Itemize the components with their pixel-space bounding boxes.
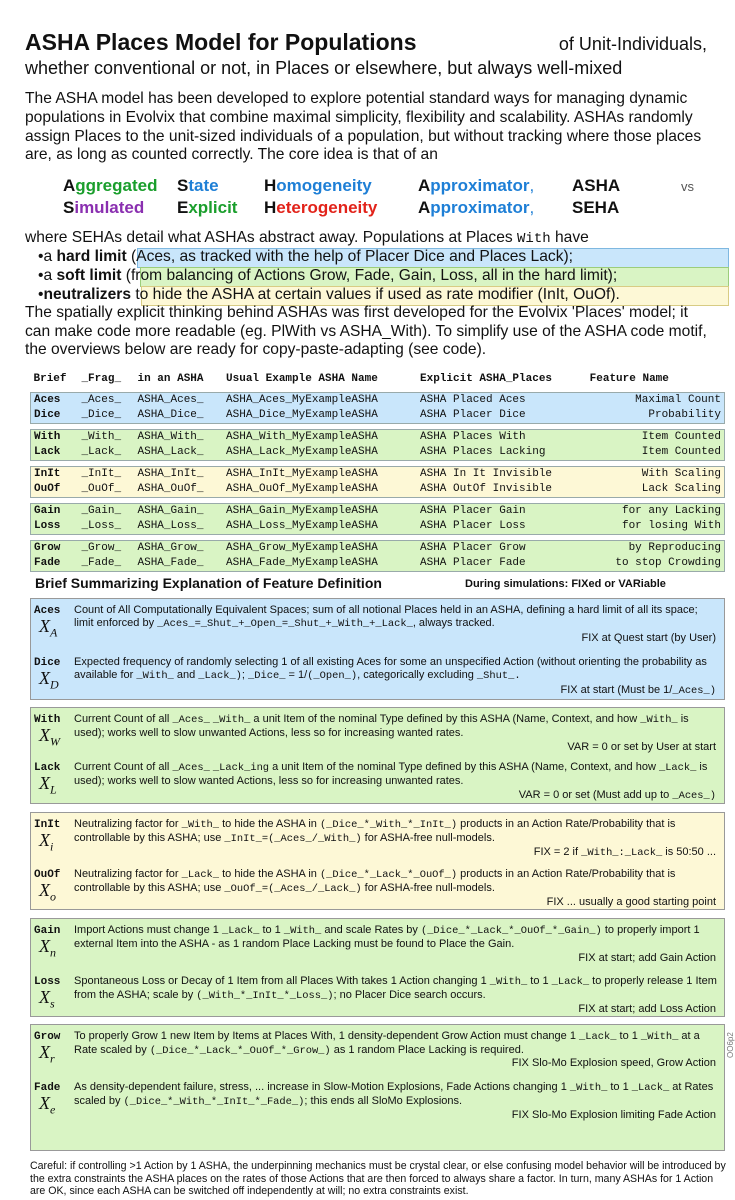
- overview-cell: _With_: [78, 430, 134, 446]
- overview-cell: ASHA Places With: [417, 430, 587, 446]
- overview-cell: Item Counted: [587, 445, 725, 461]
- overview-cell: Gain: [31, 504, 79, 520]
- overview-cell: _Grow_: [78, 541, 134, 557]
- entry-code: Loss: [34, 976, 61, 988]
- overview-cell: _OuOf_: [78, 482, 134, 498]
- entry-text: Current Count of all _Aces_ _Lack_ing a unit Item of the nominal Type defined by this ASHA (Name, Context, and how _Lack_ is used); works well to slow wanted Actions, less so for increasing unwanted rates.: [74, 761, 708, 788]
- entry-variable: $X_e$: [39, 1093, 56, 1117]
- acr-word: Explicit: [177, 198, 238, 217]
- careful-note: Careful: if controlling >1 Action by 1 ASHA, the underpinning mechanics must be crystal clear, or else confusing model behavior will be introduced by the extra constraints the ASHA places on the rates of those Actions that are then forced to always share a factor. In turn, many ASHAs for 1 Action are OK, since each ASHA can be switched off independently at will; no extra constraints exist.: [30, 1160, 726, 1197]
- overview-cell: Loss: [31, 519, 79, 535]
- entry-variable: $X_n$: [39, 936, 56, 960]
- overview-cell: OuOf: [31, 482, 79, 498]
- section-title: Brief Summarizing Explanation of Feature Definition: [35, 575, 382, 591]
- overview-cell: to stop Crowding: [587, 556, 725, 572]
- overview-cell: ASHA_InIt_: [135, 467, 224, 483]
- acr-word: Simulated: [63, 198, 145, 217]
- overview-cell: for losing With: [587, 519, 725, 535]
- entry-footnote: VAR = 0 or set (Must add up to _Aces_): [518, 789, 716, 802]
- definition-box: [30, 918, 725, 1017]
- bullet-neutralizers: •neutralizers to hide the ASHA at certain values if used as rate modifier (InIt, OuOf).: [38, 286, 620, 303]
- overview-cell: ASHA Placer Dice: [417, 408, 587, 424]
- overview-cell: by Reproducing: [587, 541, 725, 557]
- overview-cell: InIt: [31, 467, 79, 483]
- entry-text: As density-dependent failure, stress, ... increase in Slow-Motion Explosions, Fade Actions changing 1 _With_ to 1 _Lack_ at Rates scaled by (_Dice_*_With_*_InIt_*_Fade_); this ends all SloMo Explosions.: [74, 1081, 714, 1109]
- overview-cell: _Lack_: [78, 445, 134, 461]
- overview-cell: _Dice_: [78, 408, 134, 424]
- where-paragraph: where SEHAs detail what ASHAs abstract away. Populations at Places With have: [25, 229, 589, 247]
- entry-text: Neutralizing factor for _Lack_ to hide the ASHA in (_Dice_*_Lack_*_OuOf_) products in an Action Rate/Probability that is controllable by this ASHA; use _OuOf_=(_Aces_/_Lack_) for ASHA-free null-models.: [74, 868, 676, 896]
- acr-abbr-asha: ASHA: [572, 176, 621, 195]
- overview-row: [31, 504, 725, 520]
- entry-code: With: [34, 714, 61, 726]
- col-explicit: Explicit ASHA_Places: [420, 373, 553, 385]
- overview-cell: ASHA_With_: [135, 430, 224, 446]
- overview-cell: ASHA_Dice_: [135, 408, 224, 424]
- overview-cell: _Aces_: [78, 393, 134, 409]
- acr-word: Approximator,: [418, 198, 535, 217]
- overview-cell: Probability: [587, 408, 725, 424]
- entry-footnote: FIX at start; add Loss Action: [578, 1003, 716, 1015]
- overview-row: [31, 445, 725, 461]
- overview-cell: Item Counted: [587, 430, 725, 446]
- acr-word: Heterogeneity: [264, 198, 378, 217]
- overview-cell: ASHA Places Lacking: [417, 445, 587, 461]
- entry-code: Grow: [34, 1031, 61, 1043]
- overview-row: [31, 467, 725, 483]
- overview-cell: ASHA_Dice_MyExampleASHA: [223, 408, 417, 424]
- bullet-soft-limit: •a soft limit (from balancing of Actions Grow, Fade, Gain, Loss, all in the hard limit);: [38, 267, 618, 284]
- entry-code: OuOf: [34, 869, 61, 881]
- overview-cell: Fade: [31, 556, 79, 572]
- intro-paragraph: The ASHA model has been developed to explore potential standard ways for managing dynamic populations in Evolvix that combine maximal simplicity, flexibility and scalability. ASHAs randomly assign Places to the unit-sized individuals of a population, but without tracking where those places are, as long as counted correctly. The core idea is that of an: [25, 90, 702, 164]
- definition-box: [30, 598, 725, 700]
- entry-footnote: FIX = 2 if _With_:_Lack_ is 50:50 ...: [533, 846, 716, 859]
- entry-footnote: FIX Slo-Mo Explosion speed, Grow Action: [511, 1057, 716, 1069]
- page-subtitle: whether conventional or not, in Places or elsewhere, but always well-mixed: [25, 58, 623, 78]
- overview-cell: _Loss_: [78, 519, 134, 535]
- entry-code: Fade: [34, 1082, 61, 1094]
- overview-cell: _Fade_: [78, 556, 134, 572]
- entry-footnote: FIX at start; add Gain Action: [578, 952, 716, 964]
- overview-cell: ASHA_Lack_: [135, 445, 224, 461]
- overview-cell: With Scaling: [587, 467, 725, 483]
- col-example: Usual Example ASHA Name: [226, 373, 378, 385]
- overview-table: [30, 372, 725, 572]
- entry-variable: $X_W$: [39, 725, 60, 749]
- page-title: ASHA Places Model for Populations: [25, 29, 417, 55]
- overview-cell: ASHA_Aces_MyExampleASHA: [223, 393, 417, 409]
- entry-code: InIt: [34, 819, 61, 831]
- title-continuation: of Unit-Individuals,: [558, 34, 707, 54]
- col-feature: Feature Name: [589, 373, 669, 385]
- overview-cell: ASHA_Grow_MyExampleASHA: [223, 541, 417, 557]
- overview-cell: for any Lacking: [587, 504, 725, 520]
- col-in-asha: in an ASHA: [137, 373, 204, 385]
- overview-cell: ASHA In It Invisible: [417, 467, 587, 483]
- overview-row: [31, 482, 725, 498]
- entry-code: Dice: [34, 657, 61, 669]
- overview-cell: ASHA Placed Aces: [417, 393, 587, 409]
- entry-variable: $X_D$: [39, 668, 59, 692]
- entry-text: Import Actions must change 1 _Lack_ to 1 _With_ and scale Rates by (_Dice_*_Lack_*_OuOf_*_Gain_) to properly import 1 external Item into the ASHA - as 1 random Place Lacking must be found to Place the Gain.: [74, 924, 700, 951]
- entry-variable: $X_L$: [39, 773, 57, 797]
- entry-text: Neutralizing factor for _With_ to hide the ASHA in (_Dice_*_With_*_InIt_) products in an Action Rate/Probability that is controllable by this ASHA; use _InIt_=(_Aces_/_With_) for ASHA-free null-models.: [74, 818, 676, 846]
- overview-cell: ASHA_Gain_: [135, 504, 224, 520]
- overview-cell: Grow: [31, 541, 79, 557]
- acr-word: Approximator,: [418, 176, 535, 195]
- entry-code: Lack: [34, 762, 61, 774]
- overview-row: [31, 408, 725, 424]
- overview-cell: _Gain_: [78, 504, 134, 520]
- col-brief: Brief: [33, 373, 67, 385]
- overview-cell: ASHA_OuOf_MyExampleASHA: [223, 482, 417, 498]
- entry-text: To properly Grow 1 new Item by Items at Places With, 1 density-dependent Grow Action must change 1 _Lack_ to 1 _With_ at a Rate scaled by (_Dice_*_Lack_*_OuOf_*_Grow_) as 1 random Place Lacking is required.: [74, 1030, 700, 1058]
- overview-cell: Lack: [31, 445, 79, 461]
- after-paragraph: The spatially explicit thinking behind ASHAs was first developed for the Evolvix 'Places' model; it can make code more readable (eg. PlWith vs ASHA_With). To simplify use of the ASHA code motif, the overviews below are ready for copy-paste-adapting (see code).: [25, 304, 707, 359]
- overview-cell: ASHA_InIt_MyExampleASHA: [223, 467, 417, 483]
- overview-row: [31, 556, 725, 572]
- entry-text: Spontaneous Loss or Decay of 1 Item from all Places With takes 1 Action changing 1 _With_ to 1 _Lack_ to properly release 1 Item from the ASHA; scale by (_With_*_InIt_*_Loss_); no Placer Dice search occurs.: [74, 975, 717, 1003]
- overview-row: [31, 519, 725, 535]
- side-code: OO6p2: [726, 1032, 735, 1058]
- overview-cell: With: [31, 430, 79, 446]
- overview-cell: ASHA_Loss_MyExampleASHA: [223, 519, 417, 535]
- definition-box: [30, 1024, 725, 1151]
- overview-cell: ASHA Placer Gain: [417, 504, 587, 520]
- overview-cell: ASHA_Fade_MyExampleASHA: [223, 556, 417, 572]
- overview-cell: ASHA_Gain_MyExampleASHA: [223, 504, 417, 520]
- acr-word: Homogeneity: [264, 176, 372, 195]
- entry-footnote: FIX at Quest start (by User): [581, 632, 716, 644]
- entry-variable: $X_i$: [39, 830, 54, 854]
- section-note: During simulations: FIXed or VARiable: [465, 578, 666, 590]
- entry-footnote: FIX at start (Must be 1/_Aces_): [560, 684, 716, 697]
- overview-cell: ASHA Placer Fade: [417, 556, 587, 572]
- entry-variable: $X_o$: [39, 880, 56, 904]
- overview-cell: ASHA_Aces_: [135, 393, 224, 409]
- overview-cell: Dice: [31, 408, 79, 424]
- entry-text: Count of All Computationally Equivalent Spaces; sum of all notional Places held in an ASHA, defining a hard limit of all its space; limit enforced by _Aces_=_Shut_+_Open_=_Shut_+_With_+_Lack_, always tracked.: [74, 604, 698, 631]
- entry-code: Gain: [34, 925, 61, 937]
- entry-footnote: FIX ... usually a good starting point: [546, 896, 716, 908]
- entry-text: Expected frequency of randomly selecting 1 of all existing Aces for some an unspecified Action (without orienting the probability as available for _With_ and _Lack_); _Dice_ = 1/(_Open_), categorically excluding _Shut_.: [74, 656, 707, 683]
- overview-cell: ASHA OutOf Invisible: [417, 482, 587, 498]
- acr-word: Aggregated: [63, 176, 158, 195]
- overview-cell: ASHA Placer Loss: [417, 519, 587, 535]
- entry-variable: $X_A$: [39, 616, 58, 640]
- overview-cell: ASHA_Loss_: [135, 519, 224, 535]
- overview-body: [31, 393, 725, 572]
- overview-cell: Lack Scaling: [587, 482, 725, 498]
- overview-header-row: [31, 372, 725, 393]
- overview-cell: ASHA Placer Grow: [417, 541, 587, 557]
- col-frag: _Frag_: [81, 373, 122, 385]
- entry-variable: $X_r$: [39, 1042, 55, 1066]
- overview-cell: ASHA_Fade_: [135, 556, 224, 572]
- overview-cell: ASHA_With_MyExampleASHA: [223, 430, 417, 446]
- overview-row: [31, 393, 725, 409]
- definition-box: [30, 812, 725, 910]
- overview-cell: ASHA_Grow_: [135, 541, 224, 557]
- acr-vs: vs: [681, 179, 694, 194]
- overview-row: [31, 430, 725, 446]
- overview-row: [31, 541, 725, 557]
- acr-abbr-seha: SEHA: [572, 198, 620, 217]
- overview-cell: ASHA_Lack_MyExampleASHA: [223, 445, 417, 461]
- definition-box: [30, 707, 725, 804]
- overview-cell: ASHA_OuOf_: [135, 482, 224, 498]
- overview-cell: _InIt_: [78, 467, 134, 483]
- acr-word: State: [177, 176, 219, 195]
- bullet-hard-limit: •a hard limit (Aces, as tracked with the help of Placer Dice and Places Lack);: [38, 248, 574, 265]
- entry-footnote: FIX Slo-Mo Explosion limiting Fade Action: [511, 1109, 716, 1121]
- entry-text: Current Count of all _Aces_ _With_ a unit Item of the nominal Type defined by this ASHA (Name, Context, and how _With_ is used); works well to slow unwanted Actions, less so for increasing wanted rates.: [74, 713, 689, 740]
- entry-code: Aces: [34, 605, 61, 617]
- entry-footnote: VAR = 0 or set by User at start: [567, 741, 716, 753]
- overview-cell: Maximal Count: [587, 393, 725, 409]
- overview-cell: Aces: [31, 393, 79, 409]
- entry-variable: $X_s$: [39, 987, 55, 1011]
